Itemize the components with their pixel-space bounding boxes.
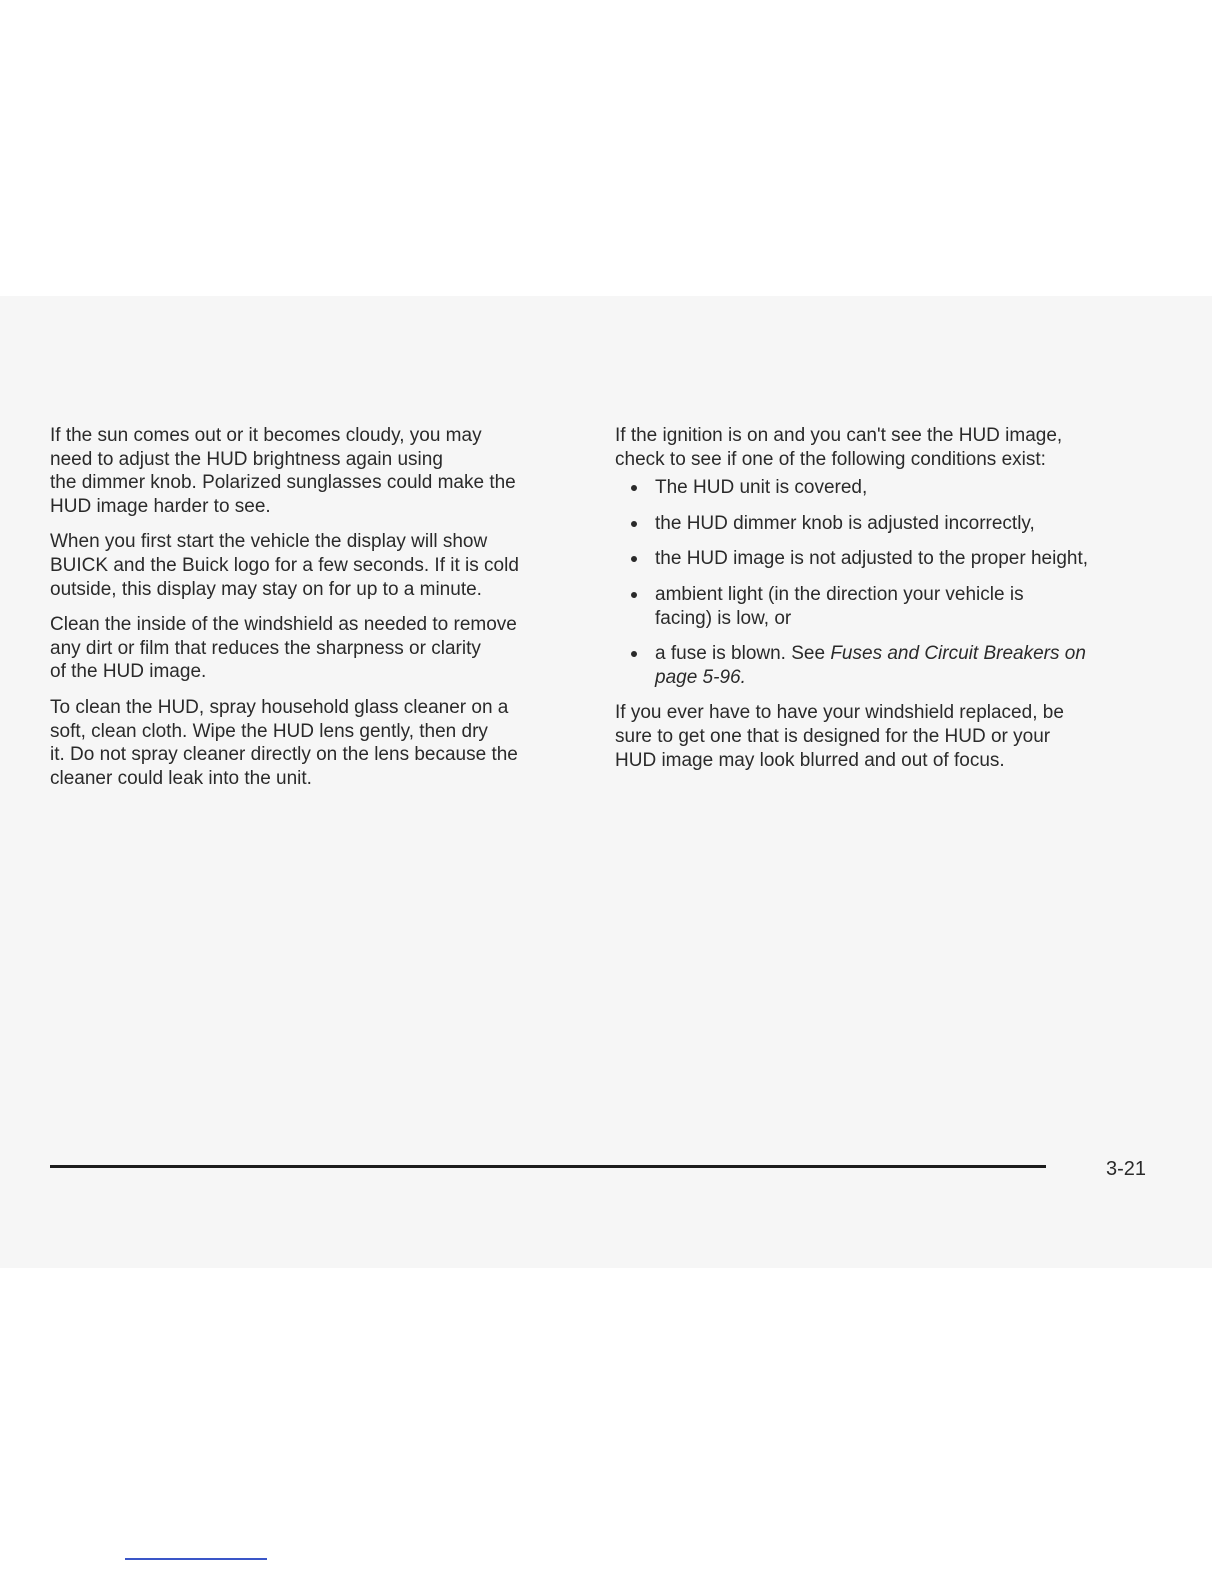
text-line: ambient light (in the direction your vehicle is: [655, 583, 1024, 605]
text-line: facing) is low, or: [655, 607, 792, 629]
text-line: HUD image harder to see.: [50, 495, 271, 517]
text-line: need to adjust the HUD brightness again using: [50, 448, 443, 470]
bullet-text: a fuse is blown. See: [655, 643, 831, 665]
text-line: cleaner could leak into the unit.: [50, 767, 312, 789]
bullet-icon: [631, 485, 637, 491]
text-line: any dirt or film that reduces the sharpness or clarity: [50, 637, 481, 659]
text-line: HUD image may look blurred and out of focus.: [615, 749, 1005, 771]
right-column: [615, 424, 1175, 784]
text-line: The HUD unit is covered,: [655, 477, 868, 499]
page-number: 3-21: [1106, 1158, 1147, 1180]
paragraph-startup-display: [50, 530, 590, 601]
text-line: check to see if one of the following conditions exist:: [615, 448, 1046, 470]
cross-reference-link[interactable]: Fuses and Circuit Breakers on: [830, 643, 1086, 665]
text-line: the dimmer knob. Polarized sunglasses could make the: [50, 472, 516, 494]
list-item: [615, 547, 1175, 571]
list-item: [615, 583, 1175, 630]
paragraph-clean-hud: [50, 696, 590, 790]
text-line: it. Do not spray cleaner directly on the lens because the: [50, 744, 518, 766]
bullet-icon: [631, 521, 637, 527]
bullet-icon: [631, 592, 637, 598]
text-line: [655, 642, 1175, 666]
text-line: To clean the HUD, spray household glass cleaner on a: [50, 696, 509, 718]
paragraph-windshield-replacement: [615, 701, 1175, 772]
text-line: of the HUD image.: [50, 661, 207, 683]
list-item: [615, 642, 1175, 689]
text-line: If the sun comes out or it becomes cloudy, you may: [50, 425, 482, 446]
bullet-icon: [631, 556, 637, 562]
text-line: If you ever have to have your windshield replaced, be: [615, 702, 1064, 724]
text-line: Clean the inside of the windshield as needed to remove: [50, 614, 517, 636]
text-line: BUICK and the Buick logo for a few seconds. If it is cold: [50, 554, 519, 576]
paragraph-troubleshoot-intro: [615, 424, 1175, 471]
text-line: sure to get one that is designed for the HUD or your: [615, 725, 1051, 747]
list-item: [615, 512, 1175, 536]
paragraph-clean-windshield: [50, 613, 590, 684]
footer-rule: [50, 1165, 1046, 1168]
text-line: the HUD image is not adjusted to the proper height,: [655, 548, 1089, 570]
text-line: outside, this display may stay on for up to a minute.: [50, 578, 482, 600]
text-line: When you first start the vehicle the display will show: [50, 531, 488, 553]
list-item: [615, 476, 1175, 500]
conditions-list: [615, 476, 1175, 689]
text-line: soft, clean cloth. Wipe the HUD lens gently, then dry: [50, 720, 488, 742]
bullet-icon: [631, 651, 637, 657]
cross-reference-link[interactable]: page 5-96.: [655, 666, 746, 688]
left-column: [50, 424, 590, 802]
paragraph-hud-brightness: [50, 424, 590, 518]
text-line: If the ignition is on and you can't see the HUD image,: [615, 425, 1063, 446]
text-line: the HUD dimmer knob is adjusted incorrectly,: [655, 512, 1035, 534]
link-underline: [125, 1558, 267, 1560]
